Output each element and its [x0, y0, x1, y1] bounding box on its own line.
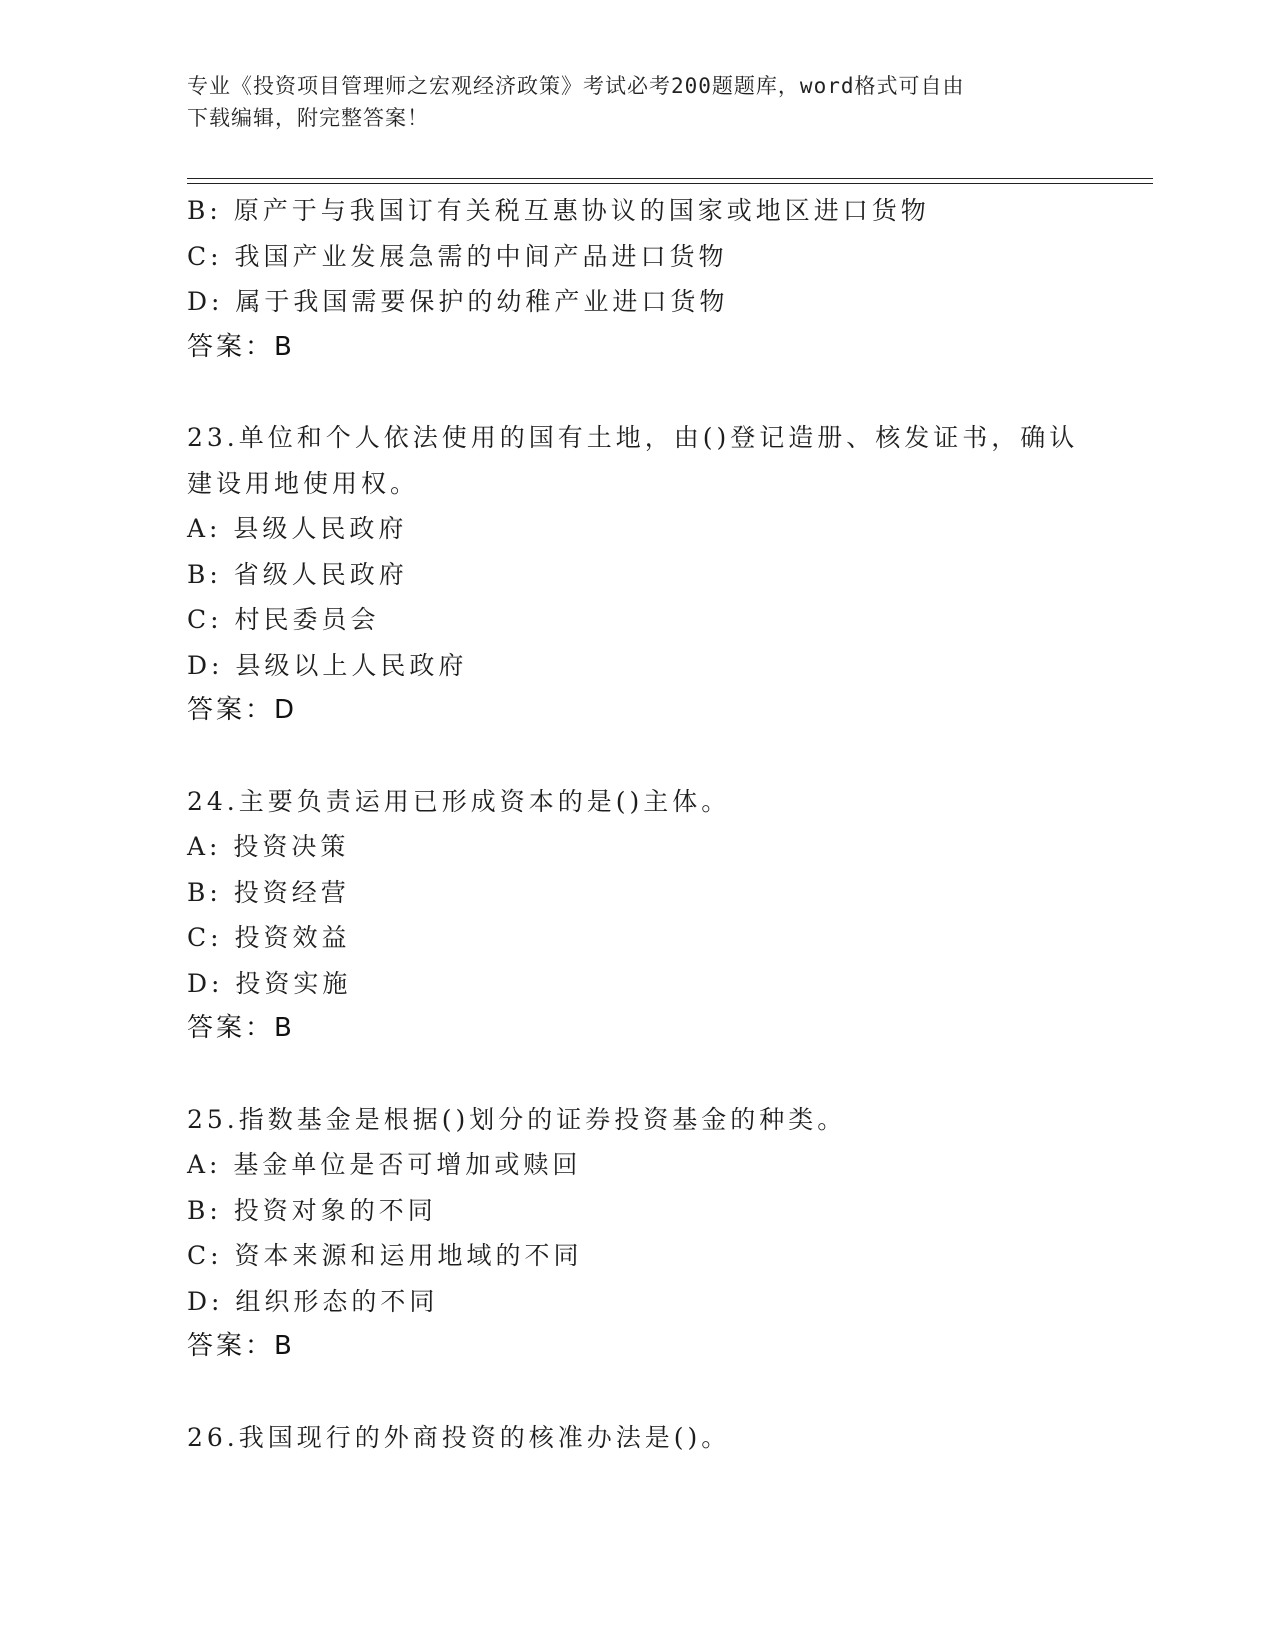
spacer — [187, 1052, 1087, 1097]
question-list — [187, 188, 1087, 1460]
option-b: B: 投资对象的不同 — [187, 1195, 437, 1225]
spacer — [187, 734, 1087, 779]
answer-line: 答案：B — [187, 1331, 295, 1361]
header-divider-bottom — [187, 183, 1153, 184]
answer-line: 答案：D — [187, 695, 298, 725]
option-a: A: 县级人民政府 — [187, 514, 408, 543]
question-block-25 — [187, 1097, 1087, 1370]
option-d: D: 投资实施 — [187, 968, 352, 998]
question-block-23 — [187, 415, 1087, 734]
question-block-22 — [187, 188, 1087, 370]
option-c: C: 投资效益 — [187, 923, 351, 952]
question-text-line-1: 24.主要负责运用已形成资本的是()主体。 — [187, 786, 731, 816]
spacer — [187, 370, 1087, 415]
option-b: B: 省级人民政府 — [187, 559, 408, 589]
question-text-line-1: 26.我国现行的外商投资的核准办法是()。 — [187, 1422, 731, 1452]
option-c: C: 资本来源和运用地域的不同 — [187, 1241, 583, 1270]
option-b: B: 原产于与我国订有关税互惠协议的国家或地区进口货物 — [187, 196, 930, 225]
document-header — [187, 70, 1067, 134]
header-divider-top — [187, 178, 1153, 179]
question-block-24 — [187, 779, 1087, 1052]
option-d: D: 组织形态的不同 — [187, 1286, 439, 1316]
option-d: D: 属于我国需要保护的幼稚产业进口货物 — [187, 287, 729, 316]
question-block-26 — [187, 1415, 1087, 1461]
option-a: A: 基金单位是否可增加或赎回 — [187, 1150, 582, 1179]
spacer — [187, 1370, 1087, 1415]
option-b: B: 投资经营 — [187, 877, 350, 907]
question-text-line-1: 23.单位和个人依法使用的国有土地，由()登记造册、核发证书，确认 — [187, 423, 1079, 452]
header-line-2: 下载编辑，附完整答案！ — [187, 106, 429, 130]
option-d: D: 县级以上人民政府 — [187, 650, 468, 680]
option-c: C: 村民委员会 — [187, 605, 380, 634]
question-text-line-2: 建设用地使用权。 — [187, 468, 420, 498]
header-line-1: 专业《投资项目管理师之宏观经济政策》考试必考200题题库，word格式可自由 — [187, 74, 965, 98]
option-a: A: 投资决策 — [187, 832, 350, 861]
question-text-line-1: 25.指数基金是根据()划分的证券投资基金的种类。 — [187, 1104, 847, 1134]
answer-line: 答案：B — [187, 1013, 295, 1043]
option-c: C: 我国产业发展急需的中间产品进口货物 — [187, 241, 728, 271]
answer-line: 答案：B — [187, 331, 295, 362]
